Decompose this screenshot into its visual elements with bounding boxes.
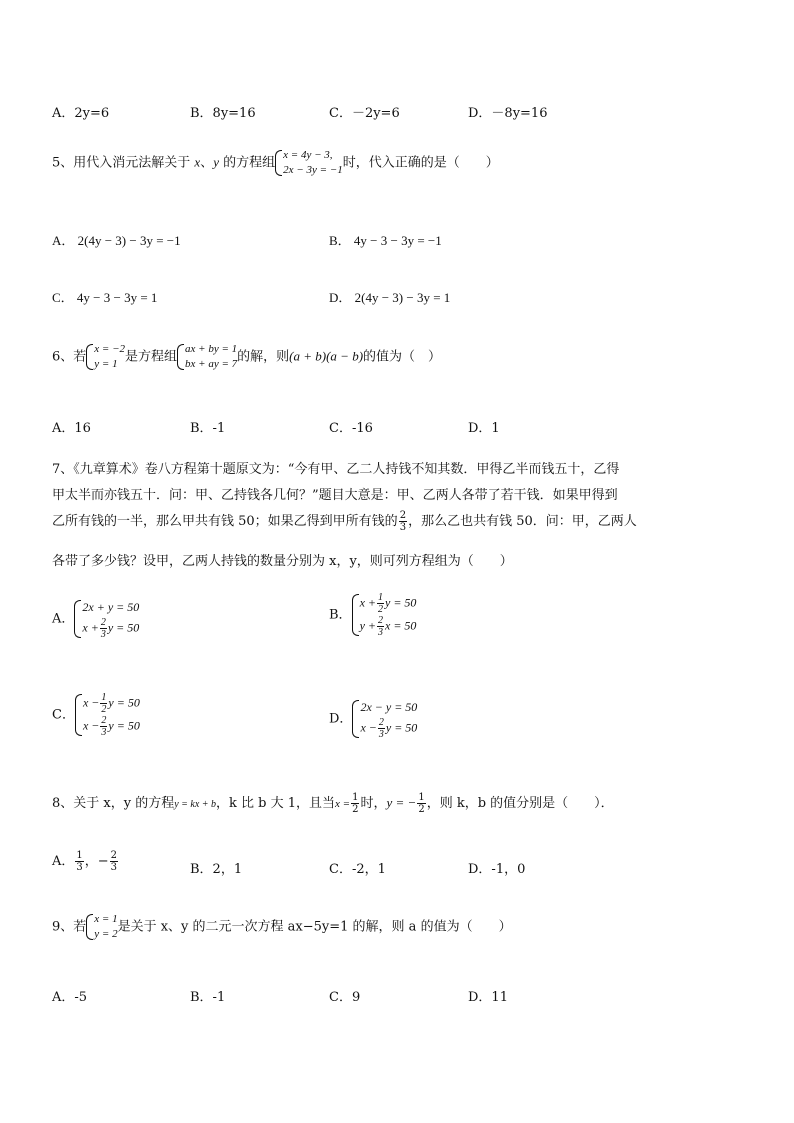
q8-a-d2: 3 bbox=[110, 862, 118, 873]
q8-a-frac2 bbox=[110, 850, 118, 873]
q7-d2-n: 2 bbox=[378, 717, 384, 728]
q9-prefix: 9、若 bbox=[52, 919, 87, 935]
q6-mid: 是方程组 bbox=[125, 349, 178, 365]
q7-d2x: x − bbox=[360, 720, 377, 735]
q7-c2-d: 3 bbox=[101, 727, 107, 738]
q7-c1-d: 2 bbox=[101, 704, 107, 715]
q7-c1 bbox=[83, 692, 140, 715]
question-9-stem bbox=[52, 912, 512, 942]
q6-option-d: D．1 bbox=[468, 421, 500, 436]
q7-line4: 各带了多少钱？设甲，乙两人持钱的数量分别为 x，y，则可列方程组为（ ） bbox=[52, 554, 513, 569]
q7-b2x: y + bbox=[359, 618, 376, 633]
q7-b2-d: 3 bbox=[378, 627, 383, 638]
q7-line2: 甲太半而亦钱五十．问：甲、乙持钱各几何？”题目大意是：甲、乙两人各带了若干钱．如果甲得到 bbox=[52, 488, 618, 503]
q7-c-label: C． bbox=[52, 707, 75, 723]
q8-a-n1: 1 bbox=[76, 850, 83, 861]
q7-b2 bbox=[360, 615, 417, 638]
q5-option-c: C． 4y − 3 − 3y = 1 bbox=[52, 290, 158, 305]
q7-d2-frac bbox=[378, 717, 385, 740]
q7-a2-n: 2 bbox=[100, 617, 106, 628]
q8-x-n: 1 bbox=[352, 792, 359, 803]
q8-option-d: D．-1，0 bbox=[468, 862, 526, 877]
q8-suffix: ，则 k，b 的值分别是（ ）． bbox=[426, 796, 614, 811]
q7-option-d bbox=[329, 698, 417, 740]
q9-s1: x = 1 bbox=[94, 913, 118, 925]
q6-e1: ax + by = 1 bbox=[185, 343, 238, 355]
q8-a-d1: 3 bbox=[76, 862, 83, 873]
q9-option-b: B．-1 bbox=[190, 990, 226, 1005]
q7-d1: 2x − y = 50 bbox=[360, 700, 418, 714]
q7-b1-n: 1 bbox=[378, 592, 383, 603]
q7-b2y: x = 50 bbox=[385, 618, 417, 633]
q7-a-label: A． bbox=[52, 611, 75, 627]
q9-s2: y = 2 bbox=[94, 928, 118, 940]
q7-line1: 7、《九章算术》卷八方程第十题原文为：“今有甲、乙二人持钱不知其数．甲得乙半而钱五十，乙得 bbox=[52, 462, 620, 477]
q5-system bbox=[275, 148, 343, 178]
q8-a-frac1 bbox=[75, 850, 83, 873]
q7-b2-frac bbox=[377, 615, 384, 638]
q5-prefix: 5、用代入消元法解关于 bbox=[52, 155, 191, 171]
q5-eq2: 2x − 3y = −1 bbox=[283, 164, 343, 176]
q8-x-d: 2 bbox=[352, 804, 359, 815]
q8-a-label: A． bbox=[52, 854, 75, 869]
q8-option-b: B．2，1 bbox=[190, 862, 243, 877]
q6-s2: y = 1 bbox=[94, 358, 118, 370]
question-5-stem bbox=[52, 148, 499, 178]
q7-a1: 2x + y = 50 bbox=[82, 600, 140, 614]
q7-b-label: B． bbox=[329, 607, 352, 623]
q7-a2 bbox=[82, 617, 139, 640]
q7-a2y: y = 50 bbox=[107, 620, 140, 635]
q5-suffix: 时，代入正确的是（ ） bbox=[342, 155, 499, 171]
q9-solution bbox=[86, 912, 117, 942]
q7-frac-d: 3 bbox=[399, 522, 407, 533]
q7-b1x: x + bbox=[359, 595, 376, 610]
question-8-stem bbox=[52, 792, 614, 815]
q7-option-a bbox=[52, 598, 139, 640]
q7-c2-frac bbox=[100, 715, 107, 738]
q5-option-d: D． 2(4y − 3) − 3y = 1 bbox=[329, 290, 451, 305]
q7-d2-d: 3 bbox=[378, 729, 384, 740]
q7-line3a: 乙所有钱的一半，那么甲共有钱 50；如果乙得到甲所有钱的 bbox=[52, 514, 398, 529]
q7-a2-frac bbox=[100, 617, 107, 640]
q7-c-system bbox=[75, 692, 140, 738]
q7-option-c bbox=[52, 692, 140, 738]
q8-y-frac bbox=[417, 792, 425, 815]
q8-xeq: x = bbox=[335, 798, 351, 810]
q8-yeq: y = − bbox=[386, 795, 417, 810]
q6-option-c: C．-16 bbox=[329, 421, 373, 436]
q7-a2-d: 3 bbox=[100, 629, 106, 640]
q6-s1: x = −2 bbox=[94, 343, 126, 355]
q9-option-c: C．9 bbox=[329, 990, 361, 1005]
q7-b1-frac bbox=[377, 592, 384, 615]
q6-expr: (a + b)(a − b) bbox=[289, 348, 364, 364]
q5-sep: 、 bbox=[200, 155, 214, 171]
q5-option-a: A． 2(4y − 3) − 3y = −1 bbox=[52, 233, 181, 248]
q7-d-label: D． bbox=[329, 711, 353, 727]
q8-mid1: ，k 比 b 大 1，且当 bbox=[216, 796, 336, 811]
q9-suffix: 是关于 x、y 的二元一次方程 ax−5y=1 的解，则 a 的值为（ ） bbox=[117, 919, 512, 935]
q7-b1y: y = 50 bbox=[385, 595, 417, 610]
q4-option-b: B．8y=16 bbox=[190, 106, 256, 121]
q7-b2-n: 2 bbox=[378, 615, 383, 626]
q7-b1-d: 2 bbox=[378, 604, 383, 615]
q6-e2: bx + ay = 7 bbox=[185, 358, 238, 370]
q5-eq1: x = 4y − 3, bbox=[283, 149, 333, 161]
q4-option-c: C．－2y=6 bbox=[329, 106, 400, 121]
q5-mid: 的方程组 bbox=[223, 155, 276, 171]
q7-d-system bbox=[352, 698, 417, 740]
q8-prefix: 8、关于 x，y 的方程 bbox=[52, 796, 175, 811]
q5-option-b: B． 4y − 3 − 3y = −1 bbox=[329, 233, 442, 248]
q6-suffix2: 的值为（ ） bbox=[363, 349, 442, 365]
q4-option-d: D．－8y=16 bbox=[468, 106, 548, 121]
q7-b-system bbox=[352, 592, 417, 638]
q7-c2x: x − bbox=[82, 718, 100, 733]
q7-line3 bbox=[52, 510, 637, 533]
q7-a2x: x + bbox=[82, 620, 99, 635]
q7-c1-frac bbox=[100, 692, 107, 715]
q7-c2y: y = 50 bbox=[108, 718, 140, 733]
q7-d2 bbox=[360, 717, 417, 740]
q9-option-a: A．-5 bbox=[52, 990, 88, 1005]
q5-var-x: x bbox=[194, 154, 201, 170]
q7-c1y: y = 50 bbox=[108, 695, 140, 710]
q9-option-d: D．11 bbox=[468, 990, 508, 1005]
q7-b1 bbox=[360, 592, 417, 615]
q6-suffix1: 的解，则 bbox=[237, 349, 290, 365]
q8-eq: y = kx + b bbox=[174, 799, 217, 810]
q7-frac-n: 2 bbox=[399, 510, 407, 521]
q7-c2 bbox=[83, 715, 140, 738]
q7-c2-n: 2 bbox=[101, 715, 107, 726]
q7-option-b bbox=[329, 592, 416, 638]
q8-y-d: 2 bbox=[418, 804, 425, 815]
q5-var-y: y bbox=[213, 154, 219, 170]
q6-solution bbox=[86, 342, 125, 372]
q7-line3b: ，那么乙也共有钱 50．问：甲，乙两人 bbox=[408, 514, 637, 529]
q7-a-system bbox=[74, 598, 139, 640]
q7-c1-n: 1 bbox=[101, 692, 107, 703]
q8-mid2: 时， bbox=[360, 796, 387, 811]
q8-y-n: 1 bbox=[418, 792, 425, 803]
q8-option-c: C．-2，1 bbox=[329, 862, 386, 877]
q7-d2y: y = 50 bbox=[385, 720, 418, 735]
q6-prefix: 6、若 bbox=[52, 349, 87, 365]
q6-system bbox=[177, 342, 237, 372]
q4-option-a: A．2y=6 bbox=[52, 106, 110, 121]
question-6-stem bbox=[52, 342, 441, 372]
q6-option-a: A．16 bbox=[52, 421, 91, 436]
q7-fraction bbox=[399, 510, 407, 533]
q8-x-frac bbox=[351, 792, 359, 815]
q8-a-sep: ，− bbox=[84, 854, 109, 869]
q6-option-b: B．-1 bbox=[190, 421, 226, 436]
q8-option-a bbox=[52, 850, 119, 873]
q8-a-n2: 2 bbox=[110, 850, 118, 861]
q7-c1x: x − bbox=[82, 695, 100, 710]
